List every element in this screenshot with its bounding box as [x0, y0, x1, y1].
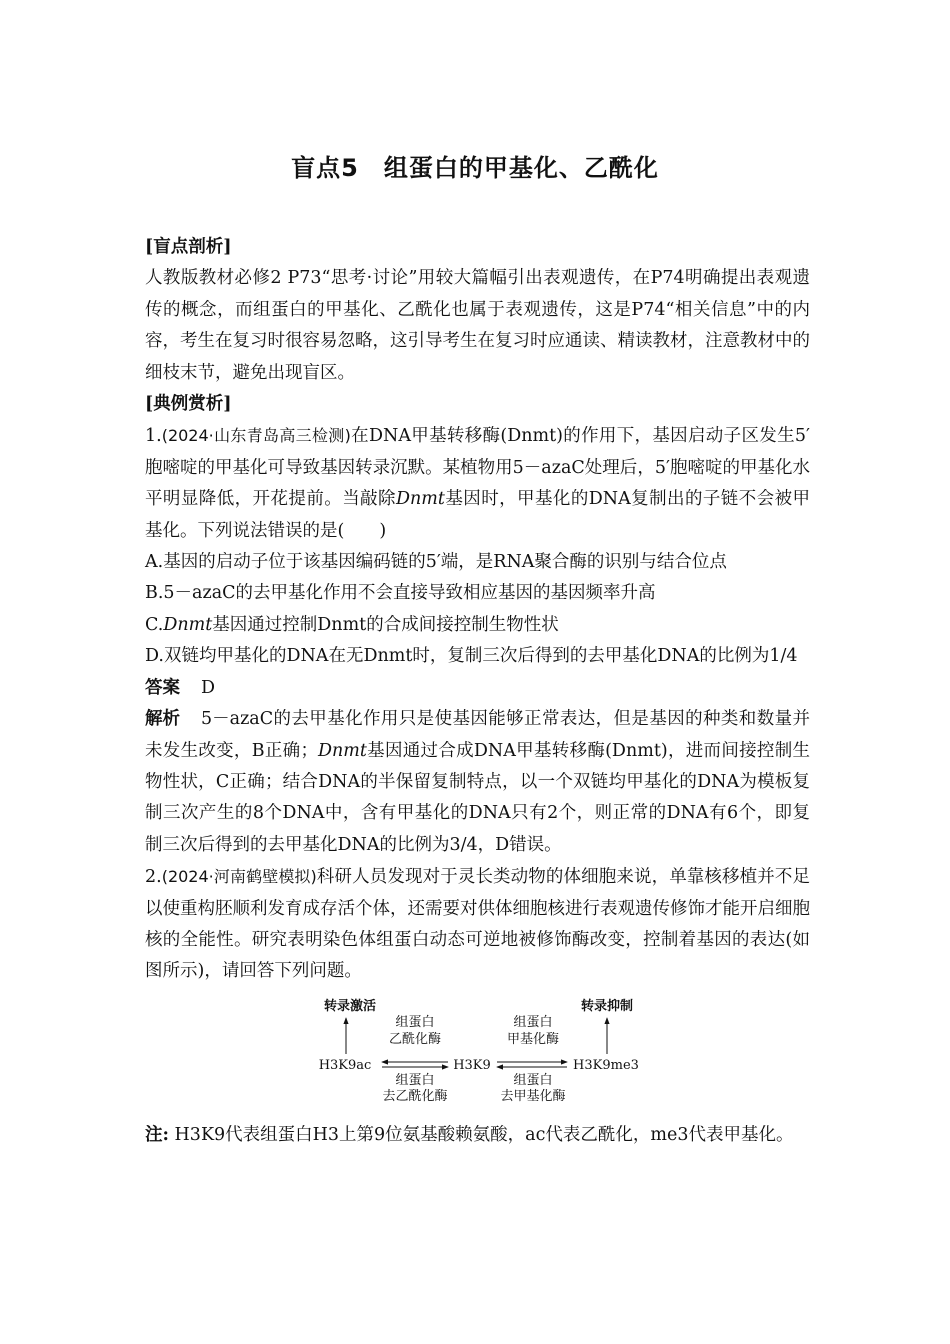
option-c-gene: Dnmt [163, 614, 213, 635]
question-1-option-c [145, 610, 810, 641]
answer-value: D [201, 677, 216, 698]
analysis-text: 人教版教材必修2 P73“思考·讨论”用较大篇幅引出表观遗传，在P74明确提出表观遗传的概念，而组蛋白的甲基化、乙酰化也属于表观遗传，这是P74“相关信息”中的内容，考生在复习时很容易忽略，这引导考生在复习时应通读、精读教材，注意教材中的细枝末节，避免出现盲区。 [145, 268, 810, 383]
question-1-number: 1. [145, 426, 162, 447]
explanation-a: 5－azaC的去甲基化作用只是使基因能够正常表达，但是基因的种类和数量并未发生改变，B正确； [145, 709, 810, 761]
transcription-activation-label: 转录激活 [323, 998, 377, 1014]
question-2-stem [145, 861, 810, 988]
node-h3k9me3: H3K9me3 [573, 1057, 639, 1073]
acetylase-line2: 乙酰化酶 [388, 1031, 442, 1047]
explanation-b: 基因通过合成DNA甲基转移酶(Dnmt)，进而间接控制生物性状，C正确；结合DNA的半保留复制特点，以一个双链均甲基化的DNA为模板复制三次产生的8个DNA中，含有甲基化的DNA只有2个，则正常的DNA有6个，即复制三次后得到的去甲基化DNA的比例为3/4，D错误。 [145, 740, 810, 855]
demethylase-line2: 去甲基化酶 [500, 1088, 566, 1104]
option-c-prefix: C. [145, 614, 164, 635]
explanation-label: 解析 [145, 709, 180, 730]
question-1-stem-gene: Dnmt [395, 489, 445, 510]
deacetylase-line2: 去乙酰化酶 [382, 1088, 448, 1104]
question-1-option-a: A.基因的启动子位于该基因编码链的5′端，是RNA聚合酶的识别与结合位点 [145, 552, 727, 573]
note-text: H3K9代表组蛋白H3上第9位氨基酸赖氨酸，ac代表乙酰化，me3代表甲基化。 [174, 1124, 794, 1145]
question-1-stem-a: 在DNA甲基转移酶(Dnmt)的作用下，基因启动子区发生5′胞嘧啶的甲基化可导致基因转录沉默。某植物用5－azaC处理后，5′胞嘧啶的甲基化水平明显降低，开花提前。当敲除 [145, 426, 811, 510]
methylase-line1: 组蛋白 [513, 1014, 553, 1030]
node-h3k9: H3K9 [453, 1057, 491, 1073]
question-1-source: (2024·山东青岛高三检测) [161, 426, 351, 446]
question-2-text: 科研人员发现对于灵长类动物的体细胞来说，单靠核移植并不足以使重构胚顺利发育成存活个体，还需要对供体细胞核进行表观遗传修饰才能开启细胞核的全能性。研究表明染色体组蛋白动态可逆地被修饰酶改变，控制着基因的表达(如图所示)，请回答下列问题。 [145, 867, 810, 982]
page-title: 盲点5 组蛋白的甲基化、乙酰化 [291, 154, 659, 182]
explanation-gene: Dnmt [317, 740, 367, 761]
acetylase-line1: 组蛋白 [395, 1014, 435, 1030]
answer-label: 答案 [145, 677, 180, 698]
diagram-note [145, 1120, 810, 1151]
diagram-svg [145, 996, 810, 1106]
question-1-option-b: B.5－azaC的去甲基化作用不会直接导致相应基因的基因频率升高 [145, 583, 656, 604]
content [145, 232, 810, 1151]
methylase-line2: 甲基化酶 [506, 1031, 560, 1047]
question-1-stem [145, 420, 810, 547]
question-1-explanation [145, 704, 810, 861]
deacetylase-line1: 组蛋白 [395, 1072, 435, 1088]
node-h3k9ac: H3K9ac [318, 1057, 372, 1073]
question-1-option-d: D.双链均甲基化的DNA在无Dnmt时，复制三次后得到的去甲基化DNA的比例为1/4 [145, 646, 798, 667]
option-c-rest: 基因通过控制Dnmt的合成间接控制生物性状 [212, 614, 559, 635]
histone-modification-diagram [145, 996, 810, 1106]
question-2-number: 2. [145, 867, 162, 888]
question-1-stem-b: 基因时，甲基化的DNA复制出的子链不会被甲基化。下列说法错误的是( ) [145, 489, 811, 541]
analysis-header: [盲点剖析] [145, 237, 232, 257]
question-1-answer [145, 673, 810, 704]
question-2-source: (2024·河南鹤壁模拟) [161, 867, 317, 887]
transcription-repression-label: 转录抑制 [580, 998, 634, 1014]
demethylase-line1: 组蛋白 [513, 1072, 553, 1088]
example-header: [典例赏析] [145, 394, 232, 415]
note-label: 注: [145, 1124, 169, 1145]
